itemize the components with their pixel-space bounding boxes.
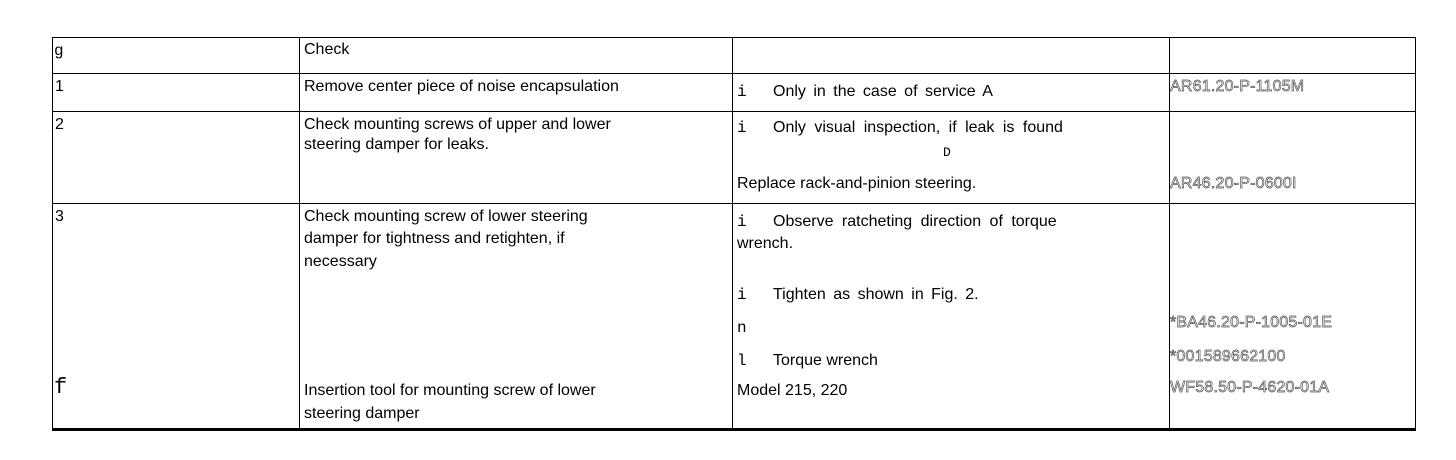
row-3-note1 [737,211,1057,233]
row-3-note1-line2: wrench. [737,235,794,252]
tool-symbol-icon: l [737,352,747,370]
row-2-note-text: Only visual inspection, if leak is found [773,119,1063,136]
row-divider [53,203,1415,204]
row-3-task-line1: Check mounting screw of lower steering [304,208,588,225]
row-1-task: Remove center piece of noise encapsulation [304,78,619,95]
row-3-note1-text: Observe ratcheting direction of torque [773,213,1057,230]
row-1-number: 1 [55,78,64,95]
row-3-tool-text: Torque wrench [773,352,878,369]
row-3-tool-reference: *001589662100 [1170,348,1286,365]
row-3-f-reference: WF58.50-P-4620-01A [1170,379,1330,396]
row-3-task-line3: necessary [304,253,377,270]
header-col1: g [54,42,64,60]
row-3-tool [737,350,878,372]
info-icon: i [737,119,747,137]
row-2-reference: AR46.20-P-0600I [1170,175,1297,192]
row-2-note-sub: D [943,145,951,160]
row-divider [53,73,1415,74]
row-2-task-line1: Check mounting screws of upper and lower [304,116,611,133]
row-2-note [737,117,1063,139]
row-1-note [737,81,993,103]
f-symbol-icon: f [54,375,68,400]
info-icon: i [737,286,747,304]
row-2-number: 2 [55,116,64,133]
header-col2: Check [304,41,350,58]
row-1-reference: AR61.20-P-1105M [1170,78,1305,95]
row-divider [53,111,1415,112]
column-divider [732,38,733,428]
n-symbol-icon: n [737,319,747,337]
column-divider [299,38,300,428]
row-3-f-task-line2: steering damper [304,405,420,422]
row-1-note-text: Only in the case of service A [773,83,993,100]
row-3-n-line [737,317,773,339]
row-3-task-line2: damper for tightness and retighten, if [304,230,565,247]
info-icon: i [737,213,747,231]
row-3-note2 [737,284,979,306]
row-3-number: 3 [55,208,64,225]
row-2-task-line2: steering damper for leaks. [304,136,489,153]
info-icon: i [737,83,747,101]
row-3-f-task-line1: Insertion tool for mounting screw of lower [304,382,596,399]
row-3-note2-text: Tighten as shown in Fig. 2. [773,286,979,303]
row-3-n-reference: *BA46.20-P-1005-01E [1170,314,1333,331]
row-3-f-model: Model 215, 220 [737,382,848,399]
row-2-action: Replace rack-and-pinion steering. [737,175,977,192]
